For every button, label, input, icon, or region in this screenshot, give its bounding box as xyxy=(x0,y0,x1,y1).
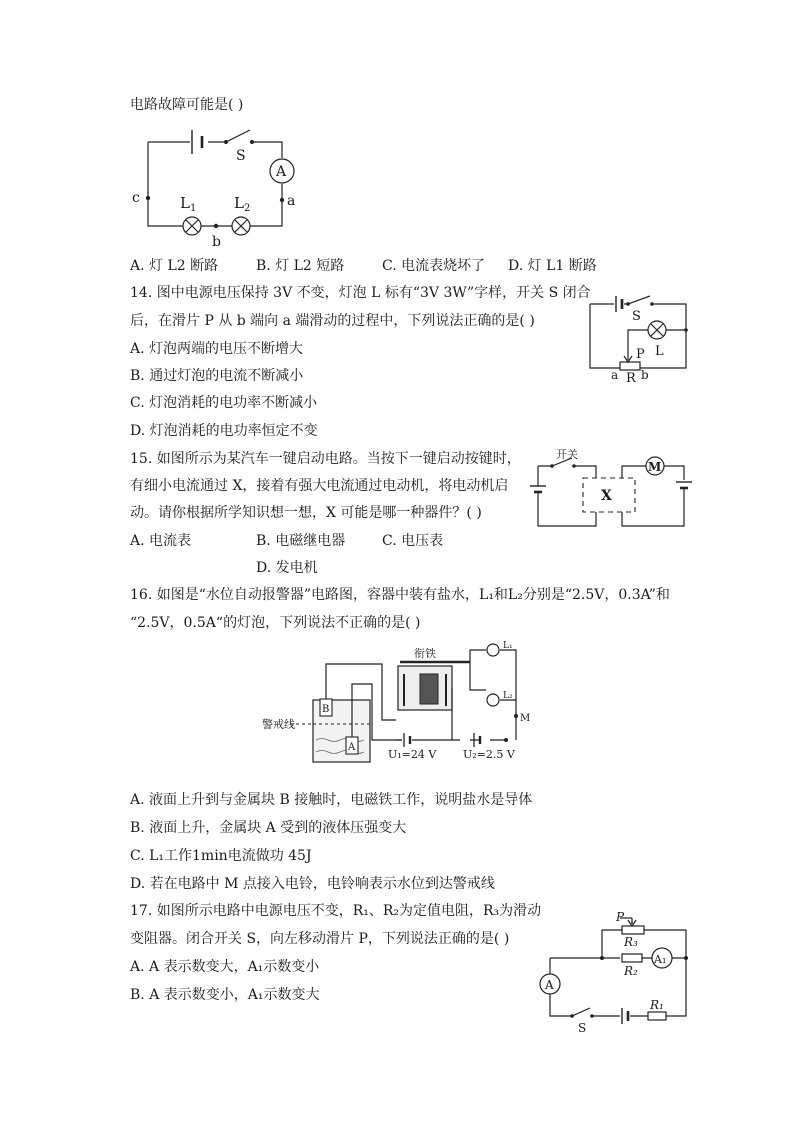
q16-label-L2: L₂ xyxy=(503,691,513,701)
q16-label-M: M xyxy=(520,713,531,724)
q13-label-S: S xyxy=(236,148,246,164)
q16-label-armature: 衔铁 xyxy=(414,647,436,660)
q13-label-a: a xyxy=(287,193,296,209)
q16-line2: “2.5V，0.5A“的灯泡，下列说法不正确的是( ) xyxy=(130,615,421,631)
q14-label-R: R xyxy=(626,371,636,386)
q16-option-b[interactable]: B. 液面上升，金属块 A 受到的液体压强变大 xyxy=(130,820,407,836)
q17-label-A1: A₁ xyxy=(654,953,667,966)
q17-option-b[interactable]: B. A 表示数变小，A₁示数变大 xyxy=(130,987,320,1003)
q15-label-X: X xyxy=(601,488,612,504)
q14-option-c[interactable]: C. 灯泡消耗的电功率不断减小 xyxy=(130,395,318,411)
q13-intro: 电路故障可能是( ) xyxy=(130,97,244,113)
q16-label-warning: 警戒线 xyxy=(262,718,295,731)
q13-label-L2-sub: 2 xyxy=(244,203,251,214)
q15-label-M: M xyxy=(648,460,662,474)
q14-label-L: L xyxy=(655,344,664,359)
q15-option-b[interactable]: B. 电磁继电器 xyxy=(256,533,346,549)
q13-option-d[interactable]: D. 灯 L1 断路 xyxy=(508,258,597,274)
q15-option-c[interactable]: C. 电压表 xyxy=(382,533,444,549)
q16-option-c[interactable]: C. L₁工作1min电流做功 45J xyxy=(130,848,312,864)
q16-label-U1: U₁=24 V xyxy=(388,748,437,761)
q15-option-d[interactable]: D. 发电机 xyxy=(256,560,318,576)
q16-label-B: B xyxy=(322,704,330,715)
q14-option-d[interactable]: D. 灯泡消耗的电功率恒定不变 xyxy=(130,423,318,439)
q16-option-d[interactable]: D. 若在电路中 M 点接入电铃，电铃响表示水位到达警戒线 xyxy=(130,876,495,892)
q13-option-c[interactable]: C. 电流表烧坏了 xyxy=(382,258,486,274)
q14-label-a: a xyxy=(611,368,619,382)
q13-label-c: c xyxy=(132,190,140,206)
q15-line1: 15. 如图所示为某汽车一键启动电路。当按下一键启动按键时， xyxy=(130,451,521,467)
q17-label-R1: R₁ xyxy=(650,998,664,1012)
q13-label-L1-sub: 1 xyxy=(190,203,197,214)
q17-line2: 变阻器。闭合开关 S，向左移动滑片 P，下列说法正确的是( ) xyxy=(130,931,510,947)
q13-label-L1: L xyxy=(180,194,190,212)
q14-label-S: S xyxy=(632,309,641,324)
q17-label-P: P xyxy=(616,910,625,924)
q13-option-b[interactable]: B. 灯 L2 短路 xyxy=(256,258,345,274)
q16-label-A: A xyxy=(348,742,356,753)
q17-label-R3: R₃ xyxy=(624,935,638,949)
q14-label-P: P xyxy=(636,347,645,362)
q14-line2: 后，在滑片 P 从 b 端向 a 端滑动的过程中，下列说法正确的是( ) xyxy=(130,313,535,329)
q16-option-a[interactable]: A. 液面上升到与金属块 B 接触时，电磁铁工作，说明盐水是导体 xyxy=(130,792,533,808)
q17-line1: 17. 如图所示电路中电源电压不变，R₁、R₂为定值电阻，R₃为滑动 xyxy=(130,903,542,919)
q15-option-a[interactable]: A. 电流表 xyxy=(130,533,192,549)
q17-label-S: S xyxy=(578,1021,587,1035)
q15-label-switch: 开关 xyxy=(556,448,578,461)
q14-label-b: b xyxy=(641,368,649,382)
q13-label-L2: L xyxy=(234,194,244,212)
q17-label-R2: R₂ xyxy=(624,964,638,978)
q15-line2: 有细小电流通过 X，接着有强大电流通过电动机，将电动机启 xyxy=(130,478,509,494)
q13-label-A: A xyxy=(276,164,287,180)
q14-option-a[interactable]: A. 灯泡两端的电压不断增大 xyxy=(130,341,304,357)
q13-label-b: b xyxy=(212,234,221,250)
q16-line1: 16. 如图是“水位自动报警器”电路图，容器中装有盐水，L₁和L₂分别是“2.5V，0.3A”和 xyxy=(130,587,670,603)
q14-option-b[interactable]: B. 通过灯泡的电流不断减小 xyxy=(130,368,304,384)
q13-option-a[interactable]: A. 灯 L2 断路 xyxy=(130,258,219,274)
q15-line3: 动。请你根据所学知识想一想，X 可能是哪一种器件？( ) xyxy=(130,505,482,521)
q16-label-U2: U₂=2.5 V xyxy=(463,748,515,761)
q14-line1: 14. 图中电源电压保持 3V 不变，灯泡 L 标有“3V 3W”字样，开关 S 闭合 xyxy=(130,285,591,301)
q17-option-a[interactable]: A. A 表示数变大，A₁示数变小 xyxy=(130,959,320,975)
q17-label-A: A xyxy=(545,978,554,992)
q16-label-L1: L₁ xyxy=(503,641,513,651)
